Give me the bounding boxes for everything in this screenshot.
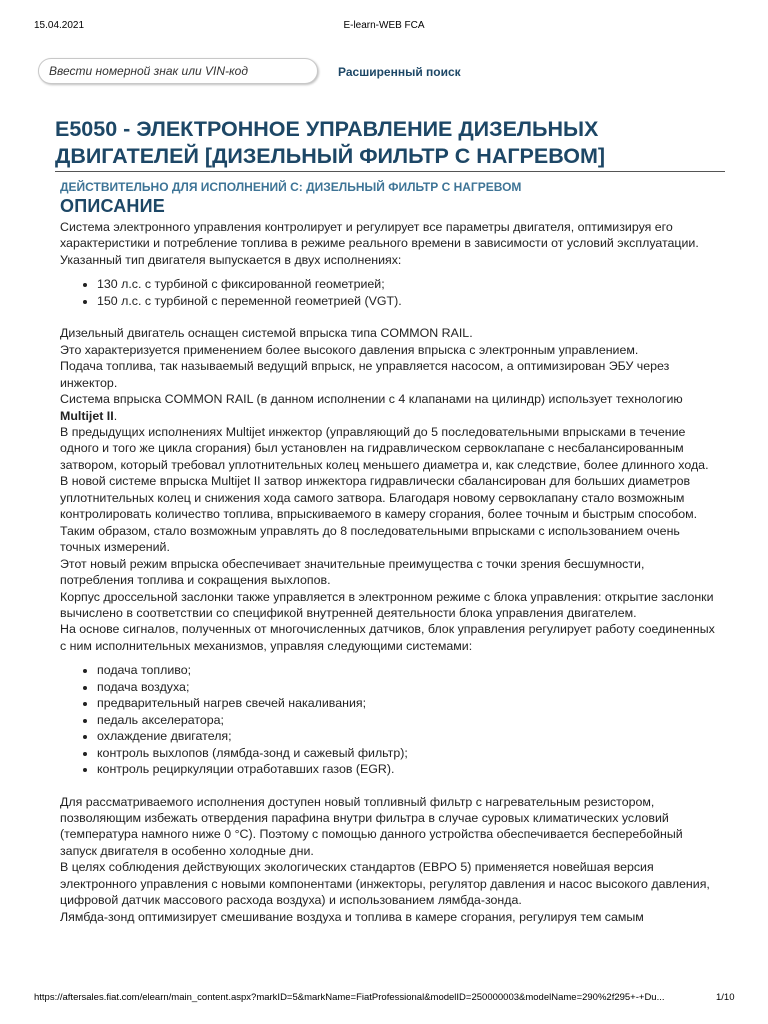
engine-versions-list: [60, 276, 716, 309]
validity-subtitle: ДЕЙСТВИТЕЛЬНО ДЛЯ ИСПОЛНЕНИЙ С: ДИЗЕЛЬНЫЙ ФИЛЬТР С НАГРЕВОМ: [60, 180, 522, 194]
print-page-title: E-learn-WEB FCA: [343, 20, 425, 31]
list-item: • контроль выхлопов (лямбда-зонд и сажевый фильтр);: [97, 745, 716, 761]
list-item: • подача топливо;: [97, 662, 716, 678]
paragraph: Лямбда-зонд оптимизирует смешивание воздуха и топлива в камере сгорания, регулируя тем самым: [60, 909, 644, 924]
paragraph-text: Система впрыска COMMON RAIL (в данном исполнении с 4 клапанами на цилиндр) использует технологию: [60, 392, 683, 407]
paragraph: [60, 391, 716, 424]
paragraph: Подача топлива, так называемый ведущий впрыск, не управляется насосом, а оптимизирован ЭБУ через инжектор.: [60, 359, 670, 390]
list-item: • предварительный нагрев свечей накаливания;: [97, 695, 716, 711]
paragraph: В новой системе впрыска Multijet II затвор инжектора гидравлически сбалансирован для больших диаметров уплотнительных колец и снижения хода самого затвора. Благодаря новому сервоклапану стало возможным контролировать количество топлива, впрыскиваемого в камеру сгорания, более точным и быстрым способом. Таким образом, стало возможным управлять до 8 последовательными впрысками с использованием очень точных измерений.: [60, 474, 698, 555]
list-item: • педаль акселератора;: [97, 712, 716, 728]
paragraph: Указанный тип двигателя выпускается в двух исполнениях:: [60, 252, 402, 267]
paragraph: Этот новый режим впрыска обеспечивает значительные преимущества с точки зрения бесшумности, потребления топлива и сокращения выхлопов.: [60, 556, 645, 588]
page-url: https://aftersales.fiat.com/elearn/main_content.aspx?markID=5&markName=FiatProfessional&modelID=250000003&modelName=290%2f295+-+Du...: [34, 992, 665, 1003]
vin-search-input[interactable]: [38, 58, 318, 84]
list-item: • подача воздуха;: [97, 679, 716, 695]
paragraph: На основе сигналов, полученных от многочисленных датчиков, блок управления регулирует работу соединенных с ним исполнительных механизмов, управляя следующими системами:: [60, 622, 715, 653]
paragraph: Система электронного управления контролирует и регулирует все параметры двигателя, оптимизируя его характеристики и потребление топлива в режиме реального времени в зависимости от условий эксплуатации.: [60, 220, 699, 251]
paragraph: Это характеризуется применением более высокого давления впрыска с электронным управлением.: [60, 342, 639, 357]
list-item: • 130 л.с. с турбиной с фиксированной геометрией;: [97, 276, 716, 292]
paragraph: Корпус дроссельной заслонки также управляется в электронном режиме с блока управления: открытие заслонки вычислено в соответствии со спецификой внутренней деятельности блока управления двигателем.: [60, 589, 714, 620]
list-item: • 150 л.с. с турбиной с переменной геометрией (VGT).: [97, 293, 716, 309]
print-footer: [0, 992, 768, 1012]
paragraph: В целях соблюдения действующих экологических стандартов (ЕВРО 5) применяется новейшая версия электронного управления с новыми компонентами (инжекторы, регулятор давления и насос высокого давления, цифровой датчик массового расхода воздуха) и использованием лямбда-зонда.: [60, 860, 710, 908]
page-counter: 1/10: [716, 992, 735, 1003]
paragraph: В предыдущих исполнениях Multijet инжектор (управляющий до 5 последовательными впрысками в течение одного и того же цикла сгорания) был установлен на гидравлическом сервоклапане с несбалансированным затвором, который требовал уплотнительных колец меньшего диаметра и, как следствие, более длинного хода.: [60, 424, 709, 472]
print-header: [0, 0, 768, 40]
print-date: 15.04.2021: [34, 20, 85, 31]
search-bar: [38, 58, 738, 86]
list-item: • контроль рециркуляции отработавших газов (EGR).: [97, 761, 716, 777]
paragraph-text: .: [113, 408, 118, 423]
section-heading-description: ОПИСАНИЕ: [60, 196, 165, 216]
paragraph: Для рассматриваемого исполнения доступен новый топливный фильтр с нагревательным резистором, позволяющим избежать отвердения парафина внутри фильтра в случае суровых климатических условий (температура намного ниже 0 °C). Поэтому с помощью данного устройства обеспечивается бесперебойный запуск двигателя в особенно холодные дни.: [60, 794, 683, 858]
advanced-search-link[interactable]: Расширенный поиск: [338, 65, 461, 79]
list-item: • охлаждение двигателя;: [97, 728, 716, 744]
controlled-systems-list: [60, 662, 716, 777]
page-title: E5050 - ЭЛЕКТРОННОЕ УПРАВЛЕНИЕ ДИЗЕЛЬНЫХ ДВИГАТЕЛЕЙ [ДИЗЕЛЬНЫЙ ФИЛЬТР С НАГРЕВОМ]: [55, 116, 725, 172]
multijet-term: Multijet II: [60, 408, 114, 423]
description-content: [60, 219, 716, 981]
paragraph: Дизельный двигатель оснащен системой впрыска типа COMMON RAIL.: [60, 326, 473, 341]
